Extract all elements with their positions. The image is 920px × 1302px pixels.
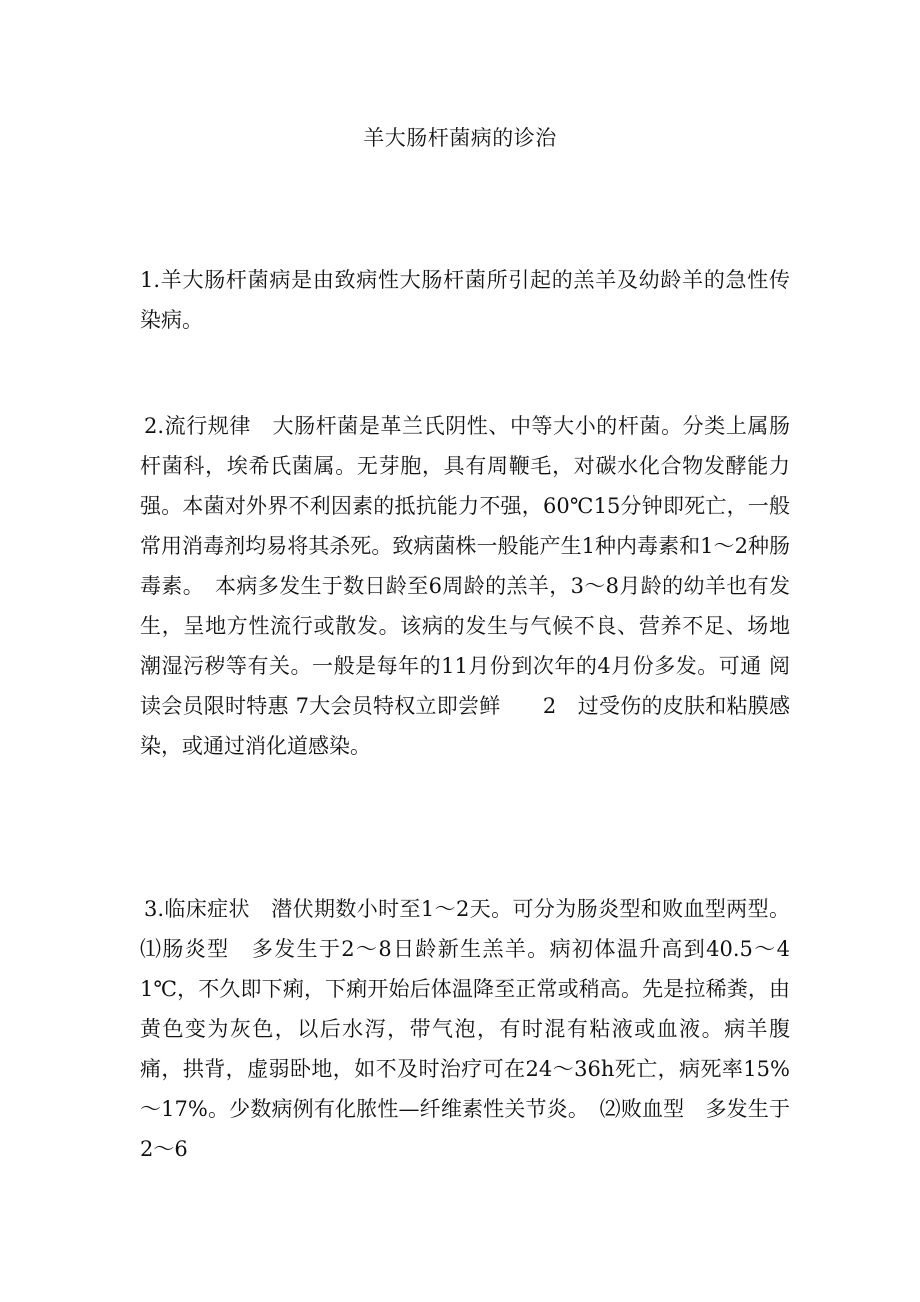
paragraph-definition: 1.羊大肠杆菌病是由致病性大肠杆菌所引起的羔羊及幼龄羊的急性传染病。 [140, 268, 790, 332]
document-title: 羊大肠杆菌病的诊治 [363, 126, 557, 150]
paragraph-epidemiology: 2.流行规律 大肠杆菌是革兰氏阴性、中等大小的杆菌。分类上属肠杆菌科，埃希氏菌属。无芽胞，具有周鞭毛，对碳水化合物发酵能力强。本菌对外界不利因素的抵抗能力不强，60℃15分钟即死亡，一般常用消毒剂均易将其杀死。致病菌株一般能产生1种内毒素和1～2种肠毒素。 本病多发生于数日龄至6周龄的羔羊，3～8月龄的幼羊也有发生，呈地方性流行或散发。该病的发生与气候不良、营养不足、场地潮湿污秽等有关。一般是每年的11月份到次年的4月份多发。可通 阅读会员限时特惠 7大会员特权立即尝鲜 2 过受伤的皮肤和粘膜感染，或通过消化道感染。 [140, 414, 790, 758]
paragraph-clinical-symptoms: 3.临床症状 潜伏期数小时至1～2天。可分为肠炎型和败血型两型。⑴肠炎型 多发生于2～8日龄新生羔羊。病初体温升高到40.5～41℃，不久即下痢，下痢开始后体温降至正常或稍高。先是拉稀粪，由黄色变为灰色，以后水泻，带气泡，有时混有粘液或血液。病羊腹痛，拱背，虚弱卧地，如不及时治疗可在24～36h死亡，病死率15%～17%。少数病例有化脓性—纤维素性关节炎。 ⑵败血型 多发生于2～6 [140, 897, 790, 1161]
